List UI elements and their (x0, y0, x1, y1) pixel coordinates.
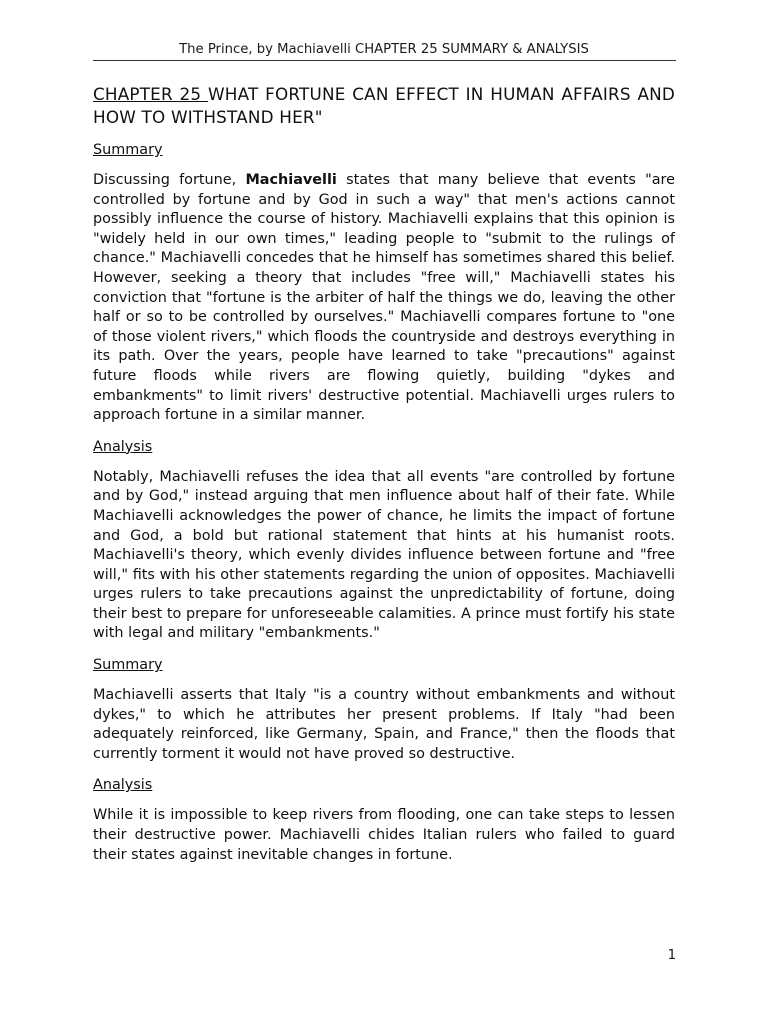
bold-name: Machiavelli (245, 172, 337, 188)
document-body (93, 83, 675, 865)
page-number: 1 (667, 948, 676, 963)
analysis-paragraph: Notably, Machiavelli refuses the idea that all events "are controlled by fortune and by God," instead arguing that men influence about half of their fate. While Machiavelli acknowledges the power of chance, he limits the impact of fortune and God, a bold but rational statement that hints at his humanist roots. Machiavelli's theory, which evenly divides influence between fortune and "free will," fits with his other statements regarding the union of opposites. Machiavelli urges rulers to take precautions against the unpredictability of fortune, doing their best to prepare for unforeseeable calamities. A prince must fortify his state with legal and military "embankments." (93, 468, 675, 642)
chapter-name: WHAT FORTUNE CAN EFFECT IN HUMAN AFFAIRS AND HOW TO WITHSTAND HER" (93, 84, 675, 127)
summary-text-after: states that many believe that events "are controlled by fortune and by God in such a way" that men's actions cannot possibly influence the course of history. Machiavelli explains that this opinion is "widely held in our own times," leading people to "submit to the rulings of chance." Machiavelli concedes that he himself has sometimes shared this belief. However, seeking a theory that includes "free will," Machiavelli states his conviction that "fortune is the arbiter of half the things we do, leaving the other half or so to be controlled by ourselves." Machiavelli compares fortune to "one of those violent rivers," which floods the countryside and destroys everything in its path. Over the years, people have learned to take "precautions" against future floods while rivers are flowing quietly, building "dykes and embankments" to limit rivers' destructive potential. Machiavelli urges rulers to approach fortune in a similar manner. (93, 172, 676, 424)
section-label-summary: Summary (93, 142, 163, 158)
running-header: The Prince, by Machiavelli CHAPTER 25 SUMMARY & ANALYSIS (179, 42, 589, 57)
summary-text-before: Discussing fortune, (93, 172, 246, 188)
header-rule (93, 60, 676, 61)
chapter-title (93, 83, 675, 129)
chapter-number: CHAPTER 25 (93, 84, 208, 104)
analysis-paragraph-2: While it is impossible to keep rivers from flooding, one can take steps to lessen their destructive power. Machiavelli chides Italian rulers who failed to guard their states against inevitable changes in fortune. (93, 807, 675, 863)
summary-paragraph (93, 171, 675, 426)
section-label-analysis-2: Analysis (93, 777, 153, 794)
section-label-analysis: Analysis (93, 438, 153, 455)
section-label-summary-2: Summary (93, 657, 163, 674)
summary-paragraph-2: Machiavelli asserts that Italy "is a country without embankments and without dykes," to which he attributes her present problems. If Italy "had been adequately reinforced, like Germany, Spain, and France," then the floods that currently torment it would not have proved so destructive. (93, 687, 675, 762)
